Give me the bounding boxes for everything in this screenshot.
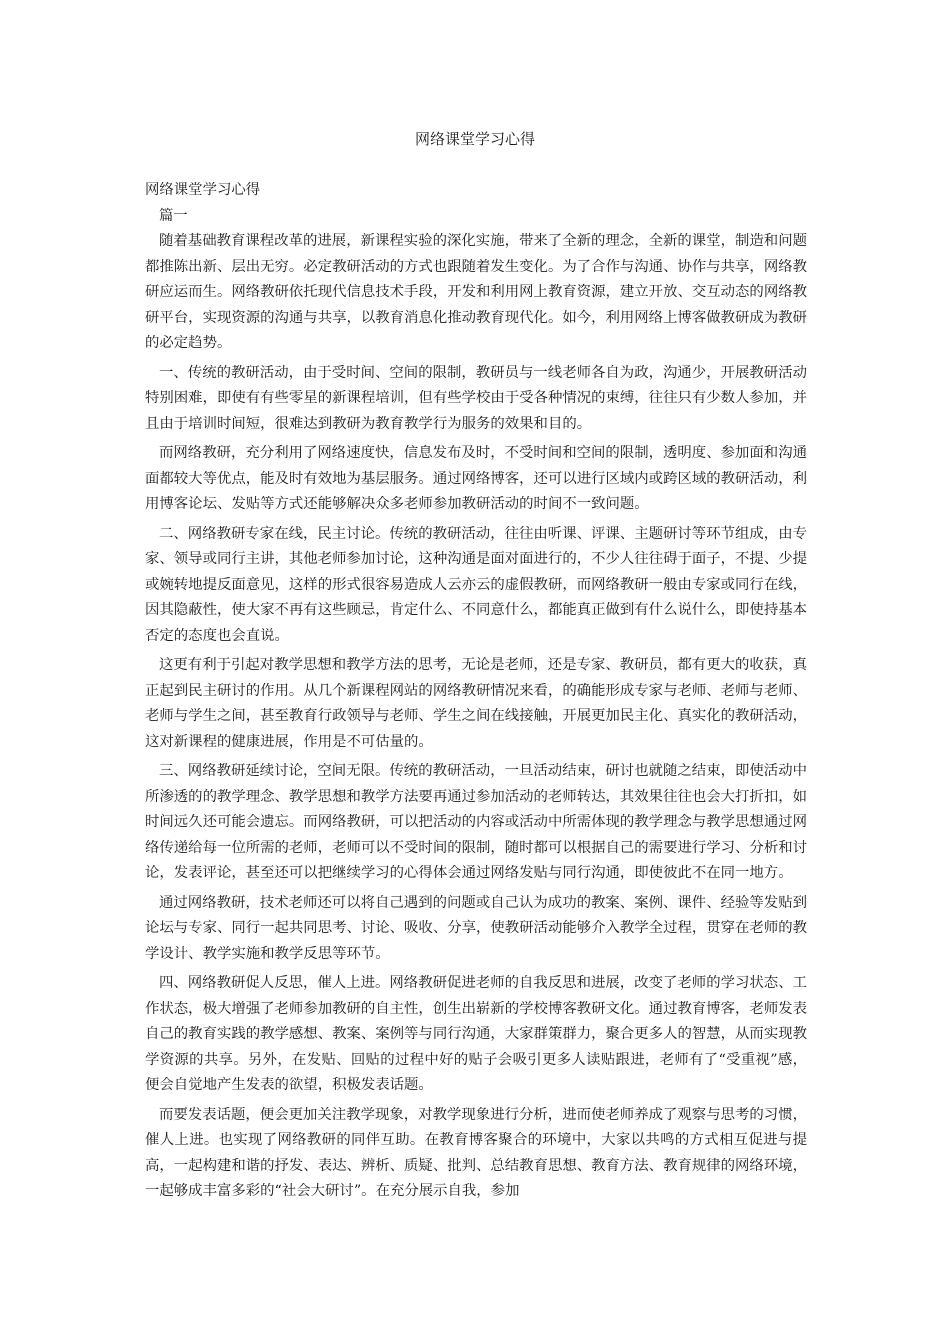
document-title: 网络课堂学习心得	[414, 130, 535, 148]
paragraph: 四、网络教研促人反思，催人上进。网络教研促进老师的自我反思和进展，改变了老师的学习状态、工作状态，极大增强了老师参加教研的自主性，创生出崭新的学校博客教研文化。通过教育博客，老师发表自己的教育实践的教学感想、教案、案例等与同行沟通，大家群策群力，聚合更多人的智慧，从而实现教学资源的共享。另外，在发贴、回贴的过程中好的贴子会吸引更多人读贴跟进，老师有了“受重视”感，便会自觉地产生发表的欲望，积极发表话题。	[145, 975, 807, 1093]
paragraph: 一、传统的教研活动，由于受时间、空间的限制，教研员与一线老师各自为政，沟通少，开展教研活动特别困难，即使有有些零星的新课程培训，但有些学校由于受各种情况的束缚，往往只有少数人参加，并且由于培训时间短，很难达到教研为教育教学行为服务的效果和目的。	[145, 364, 807, 432]
paragraph: 而要发表话题，便会更加关注教学现象，对教学现象进行分析，进而使老师养成了观察与思考的习惯，催人上进。也实现了网络教研的同伴互助。在教育博客聚合的环境中，大家以共鸣的方式相互促进与提高，一起构建和谐的抒发、表达、辨析、质疑、批判、总结教育思想、教育方法、教育规律的网络环境，一起够成丰富多彩的“社会大研讨”。在充分展示自我，参加	[145, 1106, 807, 1199]
paragraph: 随着基础教育课程改革的进展，新课程实验的深化实施，带来了全新的理念，全新的课堂，制造和问题都推陈出新、层出无穷。必定教研活动的方式也跟随着发生变化。为了合作与沟通、协作与共享，网络教研应运而生。网络教研依托现代信息技术手段，开发和利用网上教育资源，建立开放、交互动态的网络教研平台，实现资源的沟通与共享，以教育消息化推动教育现代化。如今，利用网络上博客做教研成为教研的必定趋势。	[145, 233, 807, 351]
section-label: 篇一	[159, 207, 188, 224]
paragraph: 这更有利于引起对教学思想和教学方法的思考，无论是老师，还是专家、教研员，都有更大的收获，真正起到民主研讨的作用。从几个新课程网站的网络教研情况来看，的确能形成专家与老师、老师与老师、老师与学生之间，甚至教育行政领导与老师、学生之间在线接触，开展更加民主化、真实化的教研活动，这对新课程的健康进展，作用是不可估量的。	[145, 657, 807, 750]
paragraph: 通过网络教研，技术老师还可以将自己遇到的问题或自己认为成功的教案、案例、课件、经验等发贴到论坛与专家、同行一起共同思考、讨论、吸收、分享，使教研活动能够介入教学全过程，贯穿在老师的教学设计、教学实施和教学反思等环节。	[145, 894, 807, 962]
document-body	[145, 178, 807, 1209]
paragraph: 三、网络教研延续讨论，空间无限。传统的教研活动，一旦活动结束，研讨也就随之结束，即使活动中所渗透的的教学理念、教学思想和教学方法要再通过参加活动的老师转达，其效果往往也会大打折扣，如时间远久还可能会遗忘。而网络教研，可以把活动的内容或活动中所需体现的教学理念与教学思想通过网络传递给每一位所需的老师，老师可以不受时间的限制，随时都可以根据自己的需要进行学习、分析和讨论，发表评论，甚至还可以把继续学习的心得体会通过网络发贴与同行沟通，即使彼此不在同一地方。	[145, 763, 807, 881]
document-subtitle: 网络课堂学习心得	[145, 182, 261, 198]
paragraph: 而网络教研，充分利用了网络速度快，信息发布及时，不受时间和空间的限制，透明度、参加面和沟通面都较大等优点，能及时有效地为基层服务。通过网络博客，还可以进行区域内或跨区域的教研活动，利用博客论坛、发贴等方式还能够解决众多老师参加教研活动的时间不一致问题。	[145, 445, 807, 512]
paragraph: 二、网络教研专家在线，民主讨论。传统的教研活动，往往由听课、评课、主题研讨等环节组成，由专家、领导或同行主讲，其他老师参加讨论，这种沟通是面对面进行的，不少人往往碍于面子，不提、少提或婉转地提反面意见，这样的形式很容易造成人云亦云的虚假教研，而网络教研一般由专家或同行在线，因其隐蔽性，使大家不再有这些顾忌，肯定什么、不同意什么，都能真正做到有什么说什么，即使持基本否定的态度也会直说。	[145, 525, 807, 644]
